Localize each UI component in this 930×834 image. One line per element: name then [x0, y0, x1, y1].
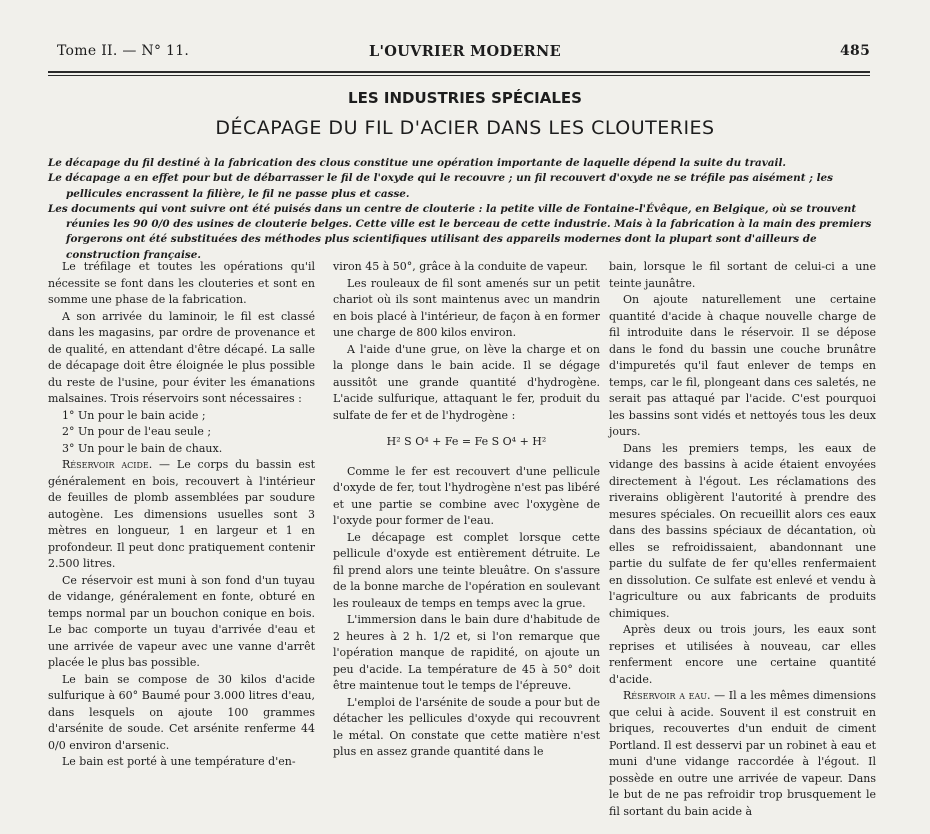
- paragraph: [609, 688, 876, 820]
- run-in-heading: Réservoir a eau.: [623, 689, 711, 702]
- paragraph-text: — Le corps du bassin est généralement en bois, recouvert à l'intérieur de feuilles de plomb assemblées par soudure autogène. Les dimensions usuelles sont 3 mètres en longueur, 1 en largeur et 1 en profondeur. Il peut donc pratiquement contenir 2.500 litres.: [48, 458, 315, 570]
- text-column-1: [48, 259, 315, 771]
- article-intro: [48, 156, 874, 263]
- header-rule-thin: [48, 75, 870, 76]
- paragraph: On ajoute naturellement une certaine quantité d'acide à chaque nouvelle charge de fil introduite dans le réservoir. Il se dépose dans le fond du bassin une couche brunâtre d'impuretés qu'il faut enlever de temps en temps, car le fil, plongeant dans ces saletés, ne serait pas attaqué par l'acide. C'est pourquoi les bassins sont vidés et nettoyés tous les deux jours.: [609, 293, 876, 438]
- list-item: 1° Un pour le bain acide ;: [62, 408, 206, 422]
- paragraph: Comme le fer est recouvert d'une pellicule d'oxyde de fer, tout l'hydrogène n'est pas libéré et une partie se combine avec l'oxygène de l'oxyde pour former de l'eau.: [333, 464, 600, 527]
- text-column-3: [609, 259, 876, 820]
- page-number: 485: [840, 43, 871, 59]
- paragraph: Ce réservoir est muni à son fond d'un tuyau de vidange, généralement en fonte, obturé en temps normal par un bouchon conique en bois. Le bac comporte un tuyau d'arrivée d'eau et une arrivée de vapeur avec une vanne d'arrêt placée le plus bas possible.: [48, 573, 315, 669]
- intro-paragraph: Le décapage du fil destiné à la fabrication des clous constitue une opération importante de laquelle dépend la suite du travail.: [48, 157, 787, 169]
- chemical-formula: H² S O⁴ + Fe = Fe S O⁴ + H²: [386, 435, 547, 448]
- paragraph-text: — Il a les mêmes dimensions que celui à acide. Souvent il est construit en briques, recouvertes d'un enduit de ciment Portland. Il est desservi par un robinet à eau et muni d'une vidange raccordée à l'égout. Il possède en outre une arrivée de vapeur. Dans le but de ne pas refroidir trop brusquement le fil sortant du bain acide à: [609, 689, 876, 818]
- issue-label: Tome II. — N° 11.: [57, 43, 190, 59]
- paragraph: Le bain est porté à une température d'en-: [62, 755, 296, 768]
- header-rule-thick: [48, 71, 870, 73]
- list-item: 3° Un pour le bain de chaux.: [62, 441, 223, 455]
- text-column-2: [333, 259, 600, 761]
- paragraph: L'immersion dans le bain dure d'habitude de 2 heures à 2 h. 1/2 et, si l'on remarque que l'opération manque de rapidité, on ajoute un peu d'acide. La température de 45 à 50° doit être maintenue tout le temps de l'épreuve.: [333, 613, 600, 692]
- paragraph: Après deux ou trois jours, les eaux sont reprises et utilisées à nouveau, car elles renferment encore une certaine quantité d'acide.: [609, 623, 876, 686]
- paragraph: Le décapage est complet lorsque cette pellicule d'oxyde est entièrement détruite. Le fil prend alors une teinte bleuâtre. On s'assure de la bonne marche de l'opération en soulevant les rouleaux de temps en temps avec la grue.: [333, 530, 600, 610]
- paragraph: bain, lorsque le fil sortant de celui-ci a une teinte jaunâtre.: [609, 260, 876, 290]
- intro-paragraph: Les documents qui vont suivre ont été puisés dans un centre de clouterie : la petite ville de Fontaine-l'Évêque, en Belgique, où se trouvent réunies les 90 0/0 des usines de clouterie belges. Cette ville est le berceau de cette industrie. Mais à la fabrication à la main des premiers forgerons ont été substituées des méthodes plus scientifiques utilisant des appareils modernes dont la plupart sont d'ailleurs de construction française.: [48, 202, 872, 261]
- run-in-heading: Réservoir acide.: [62, 458, 153, 471]
- paragraph: [48, 457, 315, 573]
- intro-paragraph: Le décapage a en effet pour but de débarrasser le fil de l'oxyde qui le recouvre ; un fil recouvert d'oxyde ne se tréfile pas aisément ; les pellicules encrassent la filière, le fil ne passe plus et casse.: [48, 172, 833, 200]
- section-title: LES INDUSTRIES SPÉCIALES: [348, 89, 582, 107]
- list-item: 2° Un pour de l'eau seule ;: [62, 425, 212, 438]
- paragraph: Les rouleaux de fil sont amenés sur un petit chariot où ils sont maintenus avec un mandrin en bois placé à l'intérieur, de façon à en former une charge de 800 kilos environ.: [333, 276, 600, 339]
- paragraph: A l'aide d'une grue, on lève la charge et on la plonge dans le bain acide. Il se dégage aussitôt une grande quantité d'hydrogène. L'acide sulfurique, attaquant le fer, produit du sulfate de fer et de l'hydrogène :: [333, 342, 600, 422]
- paragraph: L'emploi de l'arsénite de soude a pour but de détacher les pellicules d'oxyde qui recouvrent le métal. On constate que cette matière n'est plus en assez grande quantité dans le: [333, 695, 600, 758]
- paragraph: A son arrivée du laminoir, le fil est classé dans les magasins, par ordre de provenance et de qualité, en attendant d'être décapé. La salle de décapage doit être éloignée le plus possible du reste de l'usine, pour éviter les émanations malsaines. Trois réservoirs sont nécessaires :: [48, 309, 315, 405]
- article-title: DÉCAPAGE DU FIL D'ACIER DANS LES CLOUTERIES: [215, 117, 715, 139]
- paragraph: Dans les premiers temps, les eaux de vidange des bassins à acide étaient envoyées directement à l'égout. Les réclamations des riverains obligèrent l'autorité à prendre des mesures spéciales. On recueillit alors ces eaux dans des bassins spéciaux de décantation, où elles se refroidissaient, abandonnant une partie du sulfate de fer qu'elles renfermaient en dissolution. Ce sulfate est enlevé et vendu à l'agriculture ou aux fabricants de produits chimiques.: [609, 441, 876, 620]
- paragraph: Le bain se compose de 30 kilos d'acide sulfurique à 60° Baumé pour 3.000 litres d'eau, dans lesquels on ajoute 100 grammes d'arsénite de soude. Cet arsénite renferme 44 0/0 environ d'arsenic.: [48, 672, 315, 752]
- paragraph: viron 45 à 50°, grâce à la conduite de vapeur.: [333, 260, 588, 273]
- journal-title: L'OUVRIER MODERNE: [369, 43, 561, 60]
- paragraph: Le tréfilage et toutes les opérations qu'il nécessite se font dans les clouteries et sont en somme une phase de la fabrication.: [48, 260, 315, 306]
